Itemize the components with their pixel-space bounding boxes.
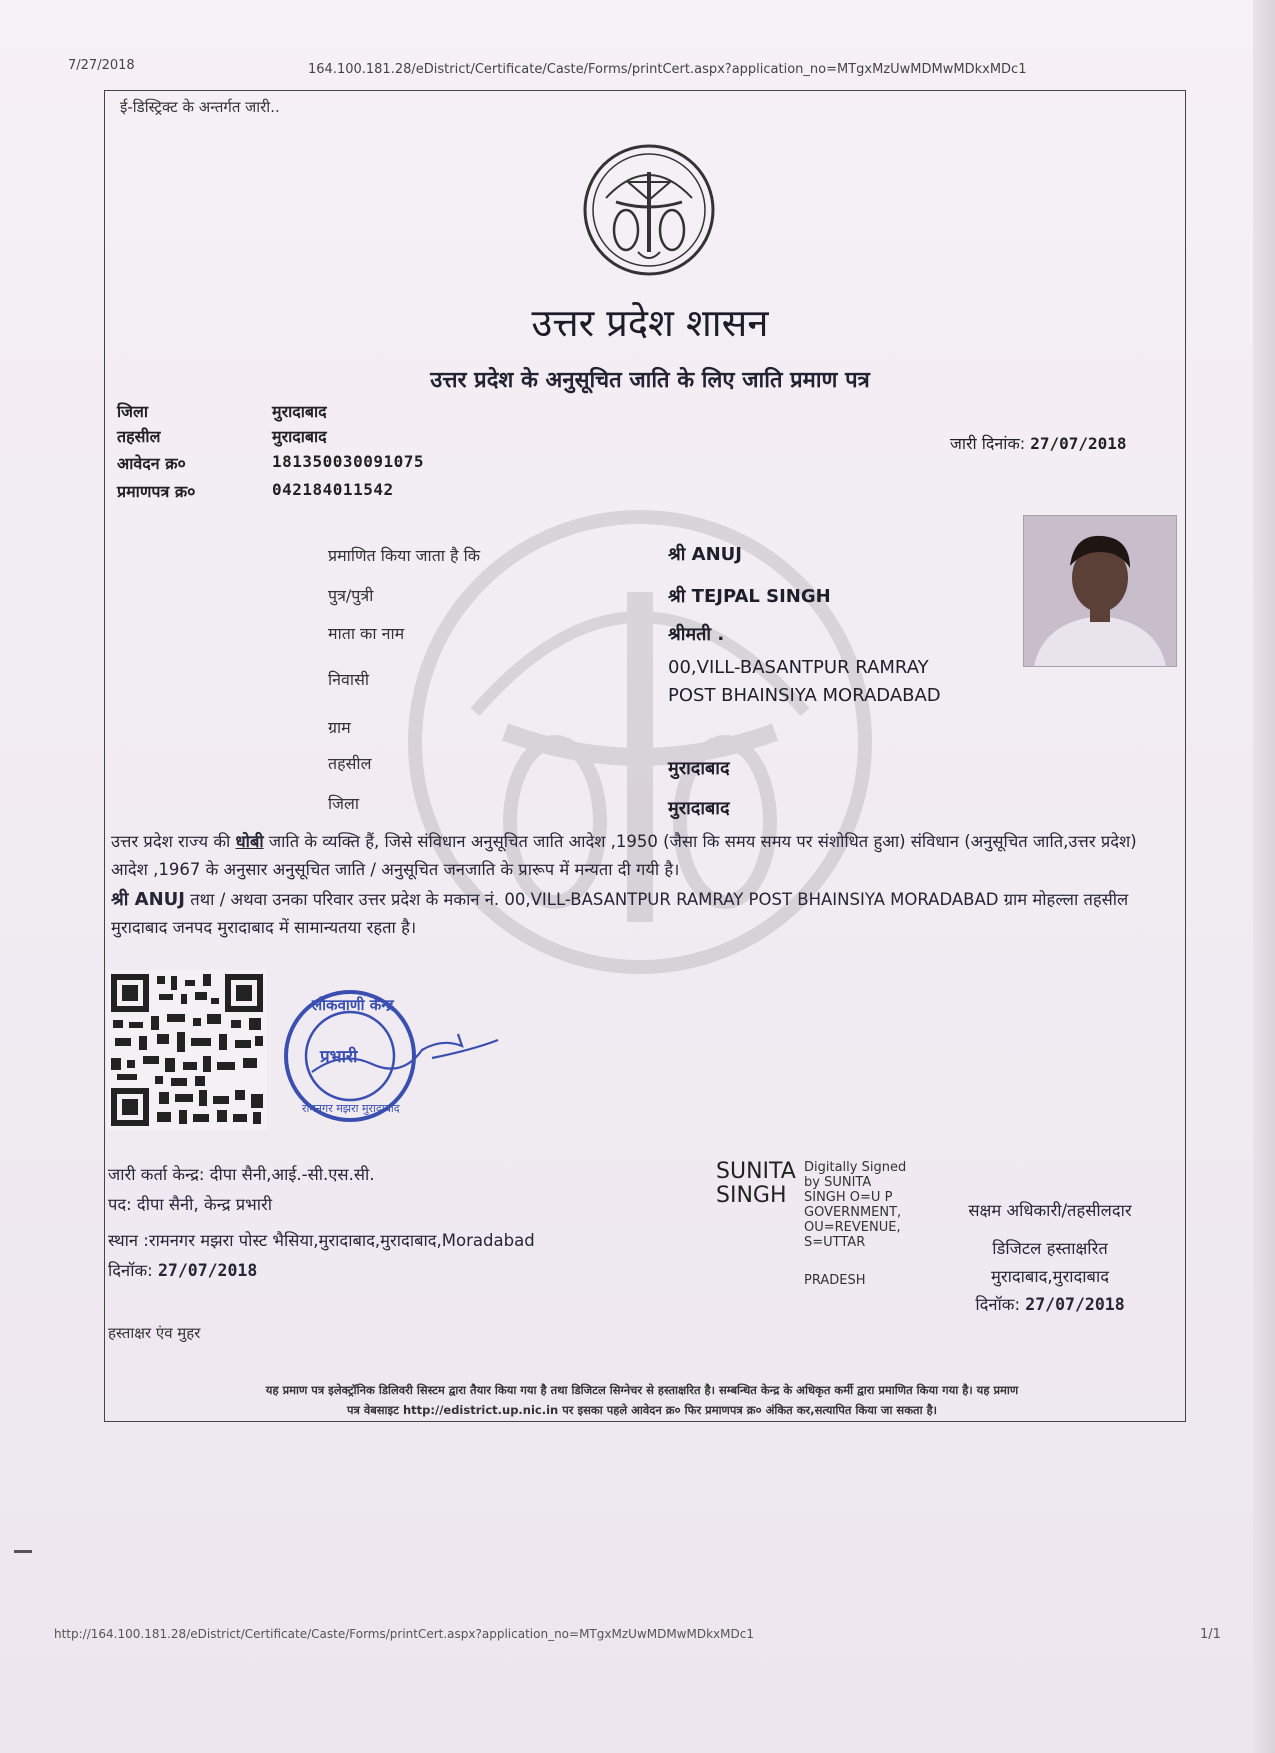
detail-tehsil-label: तहसील: [328, 754, 372, 773]
sig-detail-line: SINGH O=U P: [804, 1190, 893, 1205]
detail-tehsil-value: मुरादाबाद: [668, 758, 730, 779]
officer-title: सक्षम अधिकारी/तहसीलदार: [968, 1201, 1132, 1220]
application-number-value: 181350030091075: [272, 452, 424, 471]
father-name: श्री TEJPAL SINGH: [668, 586, 831, 607]
application-number-label: आवेदन क्र०: [117, 454, 186, 473]
up-emblem-icon: [576, 142, 722, 278]
signature-and-seal-label: हस्ताक्षर एंव मुहर: [108, 1324, 201, 1342]
caste-statement-start: उत्तर प्रदेश राज्य की: [111, 832, 236, 851]
officer-date-value: 27/07/2018: [1025, 1295, 1125, 1314]
qr-code-icon: [107, 970, 267, 1130]
residence-text: तथा / अथवा उनका परिवार उत्तर प्रदेश के मकान नं. 00,VILL-BASANTPUR RAMRAY POST BHAINSIYA MORADABAD ग्राम मोहल्ला तहसील मुरादाबाद जनपद मुरादाबाद में सामान्यतया रहता है।: [111, 890, 1129, 937]
mother-name: श्रीमती .: [668, 624, 725, 645]
certificate-number-label: प्रमाणपत्र क्र०: [117, 482, 196, 501]
child-of-label: पुत्र/पुत्री: [328, 586, 374, 605]
certificate-number-value: 042184011542: [272, 480, 394, 499]
issuer-post: पद: दीपा सैनी, केन्द्र प्रभारी: [108, 1195, 272, 1214]
officer-digital-signed: डिजिटल हस्ताक्षरित: [992, 1239, 1108, 1258]
residence-statement: [111, 886, 1171, 942]
certificate-title: उत्तर प्रदेश के अनुसूचित जाति के लिए जाति प्रमाण पत्र: [430, 367, 870, 393]
page-edge: [1253, 0, 1275, 1753]
signer-name-line2: SINGH: [716, 1183, 787, 1208]
certified-name: श्री ANUJ: [668, 544, 742, 565]
mother-label: माता का नाम: [328, 624, 405, 643]
verification-note: [112, 1380, 1172, 1420]
caste-statement: [111, 828, 1171, 884]
issue-date-value: 27/07/2018: [1030, 434, 1127, 453]
verification-note-line2: पत्र वेबसाइट http://edistrict.up.nic.in पर इसका पहले आवेदन क्र० फिर प्रमाणपत्र क्र० अंकित कर,सत्यापित किया जा सकता है।: [346, 1403, 938, 1417]
digital-signer-name: [716, 1160, 796, 1208]
seal-text-top: लोकवाणी केन्द्र: [312, 996, 394, 1014]
signer-name-line1: SUNITA: [716, 1159, 796, 1184]
officer-date-label: दिनॉक:: [975, 1295, 1021, 1314]
resident-address-line1: 00,VILL-BASANTPUR RAMRAY: [668, 657, 929, 678]
tehsil-label: तहसील: [117, 427, 161, 446]
residence-person-name: श्री ANUJ: [111, 889, 185, 910]
district-value: मुरादाबाद: [272, 402, 327, 421]
sig-detail-pradesh: PRADESH: [804, 1273, 866, 1288]
verification-note-line1: यह प्रमाण पत्र इलेक्ट्रॉनिक डिलिवरी सिस्टम द्वारा तैयार किया गया है तथा डिजिटल सिग्नेचर से हस्ताक्षरित है। सम्बन्धित केन्द्र के अधिकृत कर्मी द्वारा प्रमाणित किया गया है। यह प्रमाण: [265, 1383, 1019, 1397]
sig-detail-line: Digitally Signed: [804, 1160, 907, 1175]
detail-district-value: मुरादाबाद: [668, 798, 730, 819]
scan-speck: [14, 1550, 32, 1553]
resident-address: [668, 654, 941, 710]
district-label: जिला: [117, 402, 149, 421]
government-title: उत्तर प्रदेश शासन: [531, 301, 769, 345]
person-photo-icon: [1024, 516, 1176, 666]
issued-under-note: ई-डिस्ट्रिक्ट के अन्तर्गत जारी..: [120, 98, 280, 116]
issue-date: [950, 432, 1127, 454]
issuer-date-value: 27/07/2018: [157, 1261, 258, 1280]
issue-date-label: जारी दिनांक:: [950, 434, 1026, 453]
issuing-centre: जारी कर्ता केन्द्र: दीपा सैनी,आई.-सी.एस.सी.: [108, 1165, 375, 1184]
seal-text-middle: प्रभारी: [320, 1047, 358, 1067]
footer-url: http://164.100.181.28/eDistrict/Certificate/Caste/Forms/printCert.aspx?application_no=MTgxMzUwMDMwMDkxMDc1: [54, 1627, 754, 1641]
applicant-photo: [1023, 515, 1177, 667]
tehsil-value: मुरादाबाद: [272, 427, 327, 446]
issuer-date-label: दिनॉक:: [108, 1261, 153, 1280]
centre-seal-stamp: [272, 980, 502, 1130]
officer-place: मुरादाबाद,मुरादाबाद: [990, 1267, 1109, 1286]
caste-statement-end: जाति के व्यक्ति हैं, जिसे संविधान अनुसूचित जाति आदेश ,1950 (जैसा कि समय समय पर संशोधित हुआ) संविधान (अनुसूचित जाति,उत्तर प्रदेश) आदेश ,1967 के अनुसार अनुसूचित जाति / अनुसूचित जनजाति के प्रारूप में मन्यता दी गयी है।: [111, 832, 1137, 879]
village-label: ग्राम: [328, 718, 351, 737]
resident-label: निवासी: [328, 670, 370, 689]
officer-date: [930, 1292, 1170, 1315]
sig-detail-line: S=UTTAR: [804, 1235, 866, 1250]
sig-detail-line: by SUNITA: [804, 1175, 872, 1190]
certified-label: प्रमाणित किया जाता है कि: [328, 546, 481, 565]
detail-district-label: जिला: [328, 794, 360, 813]
issuer-place: स्थान :रामनगर मझरा पोस्ट भैसिया,मुरादाबाद,मुरादाबाद,Moradabad: [108, 1231, 535, 1250]
page-number: 1/1: [1200, 1627, 1221, 1642]
sig-detail-line: GOVERNMENT,: [804, 1205, 902, 1220]
digital-signature-details: [804, 1160, 906, 1250]
seal-text-bottom: रामनगर मझरा मुरादाबाद: [302, 1102, 400, 1115]
caste-name: धोबी: [235, 832, 264, 851]
issuer-date: [108, 1258, 257, 1281]
sig-detail-line: OU=REVENUE,: [804, 1220, 901, 1235]
print-date: 7/27/2018: [68, 58, 135, 73]
print-url: 164.100.181.28/eDistrict/Certificate/Caste/Forms/printCert.aspx?application_no=MTgxMzUwMDMwMDkxMDc1: [308, 62, 1027, 77]
resident-address-line2: POST BHAINSIYA MORADABAD: [668, 685, 941, 706]
